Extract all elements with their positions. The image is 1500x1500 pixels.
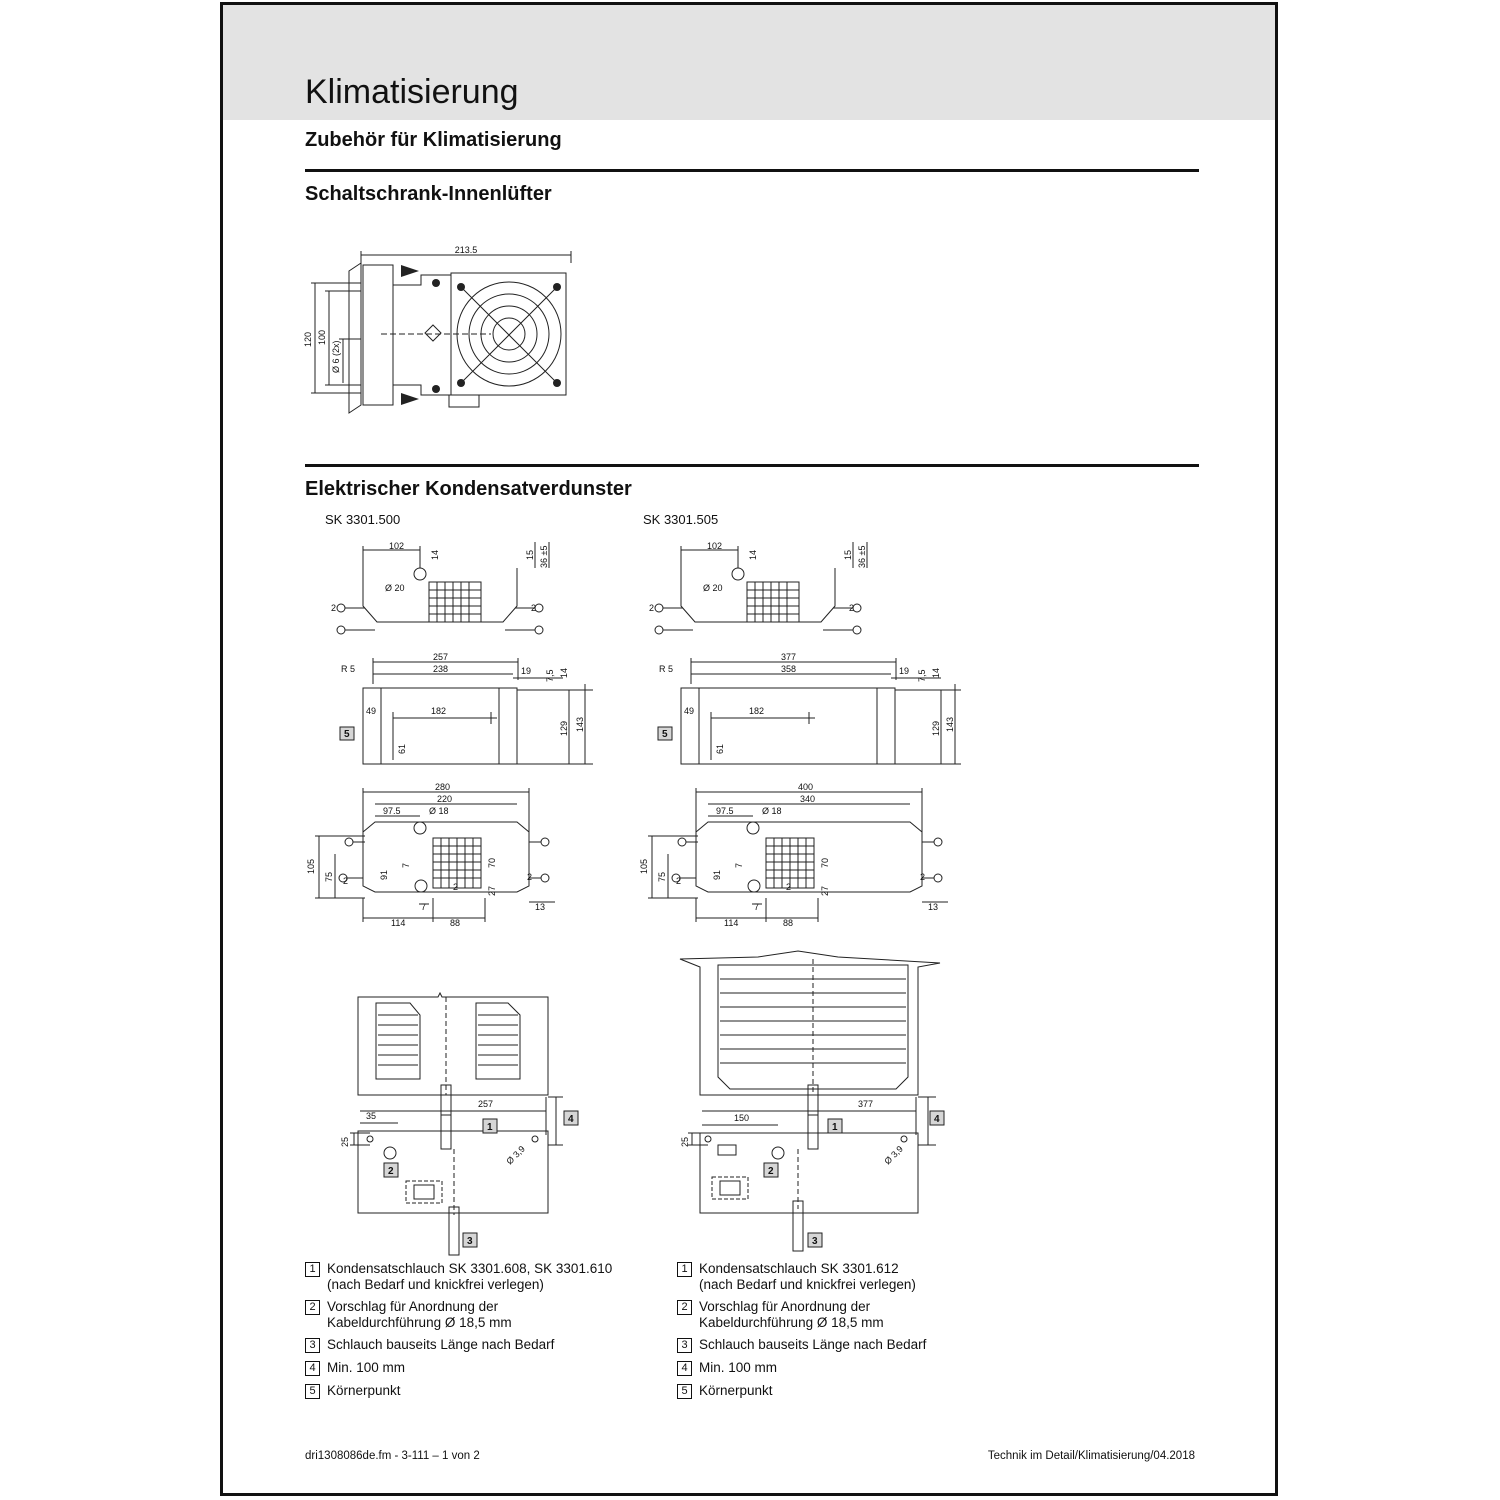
dim: 114 bbox=[724, 918, 739, 928]
right-bottom-view bbox=[638, 780, 958, 930]
legend-num: 1 bbox=[305, 1262, 320, 1277]
dim: Ø 20 bbox=[703, 583, 723, 593]
footer-right: Technik im Detail/Klimatisierung/04.2018 bbox=[987, 1450, 1195, 1462]
left-installation-view bbox=[338, 985, 578, 1255]
legend-line: (nach Bedarf und knickfrei verlegen) bbox=[699, 1277, 916, 1292]
dim: Ø 18 bbox=[429, 806, 449, 816]
dim: 7,5 bbox=[545, 669, 555, 682]
legend-num: 3 bbox=[305, 1338, 320, 1353]
page-title: Klimatisierung bbox=[305, 73, 519, 111]
callout-4: 4 bbox=[568, 1114, 574, 1125]
legend-num: 1 bbox=[677, 1262, 692, 1277]
callout-3: 3 bbox=[812, 1236, 818, 1247]
dim: 75 bbox=[657, 871, 667, 882]
section-rule-fan bbox=[305, 169, 1199, 172]
dim: 102 bbox=[389, 541, 405, 551]
dim: 70 bbox=[487, 857, 497, 868]
legend-num: 3 bbox=[677, 1338, 692, 1353]
dim: 14 bbox=[430, 549, 440, 560]
dim: 91 bbox=[712, 869, 722, 880]
dim: 2 bbox=[453, 882, 459, 892]
dim: 70 bbox=[820, 857, 830, 868]
fan-dim-120: 120 bbox=[303, 331, 313, 347]
dim: 49 bbox=[684, 706, 695, 716]
dim: 182 bbox=[749, 706, 765, 716]
dim: 129 bbox=[931, 720, 941, 736]
dim: 238 bbox=[433, 664, 449, 674]
legend-line: (nach Bedarf und knickfrei verlegen) bbox=[327, 1277, 544, 1292]
legend-num: 2 bbox=[677, 1300, 692, 1315]
dim: 13 bbox=[928, 902, 939, 912]
right-top-view bbox=[641, 538, 881, 638]
dim: 340 bbox=[800, 794, 816, 804]
dim: 114 bbox=[391, 918, 406, 928]
legend-num: 5 bbox=[305, 1384, 320, 1399]
dim: 2 bbox=[649, 603, 655, 613]
dim: 61 bbox=[397, 743, 407, 754]
legend-line: Körnerpunkt bbox=[327, 1383, 401, 1398]
legend-line: Kabeldurchführung Ø 18,5 mm bbox=[699, 1315, 884, 1330]
dim: 129 bbox=[559, 720, 569, 736]
fan-dim-100: 100 bbox=[317, 329, 327, 345]
legend-num: 5 bbox=[677, 1384, 692, 1399]
dim: 400 bbox=[798, 782, 814, 792]
left-top-view bbox=[323, 538, 563, 638]
dim: 257 bbox=[433, 652, 449, 662]
dim: 61 bbox=[715, 743, 725, 754]
dim: 2 bbox=[531, 603, 537, 613]
dim: 377 bbox=[858, 1099, 874, 1109]
legend-num: 4 bbox=[677, 1361, 692, 1376]
dim: 14 bbox=[748, 549, 758, 560]
dim: 377 bbox=[781, 652, 797, 662]
legend-line: Min. 100 mm bbox=[327, 1360, 406, 1375]
dim: 19 bbox=[521, 666, 532, 676]
dim: 7 bbox=[754, 902, 760, 912]
right-front-view bbox=[641, 650, 961, 770]
dim: 13 bbox=[535, 902, 546, 912]
dim: 257 bbox=[478, 1099, 494, 1109]
legend-num: 4 bbox=[305, 1361, 320, 1376]
dim: 2 bbox=[343, 876, 349, 886]
dim: Ø 20 bbox=[385, 583, 405, 593]
dim: 2 bbox=[849, 603, 855, 613]
dim: 14 bbox=[931, 667, 941, 678]
legend-line: Kondensatschlauch SK 3301.608, SK 3301.610 bbox=[327, 1261, 613, 1276]
dim: 2 bbox=[331, 603, 337, 613]
section-title-fan: Schaltschrank-Innenlüfter bbox=[305, 183, 552, 205]
dim: 88 bbox=[450, 918, 461, 928]
dim: 143 bbox=[575, 716, 585, 732]
left-front-view bbox=[323, 650, 593, 770]
legend-line: Min. 100 mm bbox=[699, 1360, 778, 1375]
dim: Ø 18 bbox=[762, 806, 782, 816]
dim: Ø 3,9 bbox=[882, 1143, 905, 1167]
legend-line: Vorschlag für Anordnung der bbox=[327, 1299, 499, 1314]
dim: 7 bbox=[401, 862, 411, 868]
dim: 19 bbox=[899, 666, 910, 676]
fan-drawing bbox=[301, 243, 591, 423]
legend-line: Schlauch bauseits Länge nach Bedarf bbox=[327, 1337, 555, 1352]
dim: 2 bbox=[676, 876, 682, 886]
dim: 75 bbox=[324, 871, 334, 882]
model-label-right: SK 3301.505 bbox=[643, 512, 719, 527]
callout-5: 5 bbox=[662, 729, 668, 740]
fan-dim-hole: Ø 6 (2x) bbox=[331, 340, 341, 373]
legend-num: 2 bbox=[305, 1300, 320, 1315]
dim: 105 bbox=[639, 858, 649, 874]
dim: 2 bbox=[527, 872, 533, 882]
dim: 150 bbox=[734, 1113, 750, 1123]
dim: 88 bbox=[783, 918, 794, 928]
left-bottom-view bbox=[305, 780, 565, 930]
dim: 105 bbox=[306, 858, 316, 874]
dim: Ø 3,9 bbox=[504, 1143, 527, 1167]
dim: 27 bbox=[820, 885, 830, 896]
dim: 2 bbox=[786, 882, 792, 892]
legend-line: Schlauch bauseits Länge nach Bedarf bbox=[699, 1337, 927, 1352]
datasheet-page bbox=[220, 2, 1278, 1496]
dim: 36 ±5 bbox=[539, 545, 549, 568]
dim: 15 bbox=[525, 549, 535, 560]
callout-4: 4 bbox=[934, 1114, 940, 1125]
dim: 143 bbox=[945, 716, 955, 732]
callout-5: 5 bbox=[344, 729, 350, 740]
dim: R 5 bbox=[659, 664, 674, 674]
section-rule-evaporator bbox=[305, 464, 1199, 467]
dim: 25 bbox=[340, 1136, 350, 1147]
legend-line: Körnerpunkt bbox=[699, 1383, 773, 1398]
dim: 97.5 bbox=[383, 806, 401, 816]
dim: 280 bbox=[435, 782, 451, 792]
callout-1: 1 bbox=[487, 1122, 493, 1133]
legend-line: Kabeldurchführung Ø 18,5 mm bbox=[327, 1315, 512, 1330]
dim: 25 bbox=[680, 1136, 690, 1147]
dim: 97.5 bbox=[716, 806, 734, 816]
legend-line: Kondensatschlauch SK 3301.612 bbox=[699, 1261, 899, 1276]
callout-3: 3 bbox=[467, 1236, 473, 1247]
page-subtitle: Zubehör für Klimatisierung bbox=[305, 129, 562, 151]
dim: 7 bbox=[421, 902, 427, 912]
dim: 7 bbox=[734, 862, 744, 868]
model-label-left: SK 3301.500 bbox=[325, 512, 401, 527]
dim: 36 ±5 bbox=[857, 545, 867, 568]
dim: 358 bbox=[781, 664, 797, 674]
callout-1: 1 bbox=[832, 1122, 838, 1133]
dim: 14 bbox=[559, 667, 569, 678]
section-title-evaporator: Elektrischer Kondensatverdunster bbox=[305, 478, 632, 500]
dim: 182 bbox=[431, 706, 447, 716]
dim: R 5 bbox=[341, 664, 356, 674]
footer-left: dri1308086de.fm - 3-111 – 1 von 2 bbox=[305, 1450, 480, 1462]
dim: 91 bbox=[379, 869, 389, 880]
dim: 49 bbox=[366, 706, 377, 716]
callout-2: 2 bbox=[388, 1166, 394, 1177]
dim: 15 bbox=[843, 549, 853, 560]
dim: 27 bbox=[487, 885, 497, 896]
dim: 102 bbox=[707, 541, 723, 551]
dim: 220 bbox=[437, 794, 453, 804]
legend-line: Vorschlag für Anordnung der bbox=[699, 1299, 871, 1314]
right-installation-view bbox=[678, 947, 958, 1257]
dim: 2 bbox=[920, 872, 926, 882]
dim: 7,5 bbox=[917, 669, 927, 682]
dim: 35 bbox=[366, 1111, 377, 1121]
fan-dim-width: 213.5 bbox=[454, 245, 478, 255]
callout-2: 2 bbox=[768, 1166, 774, 1177]
